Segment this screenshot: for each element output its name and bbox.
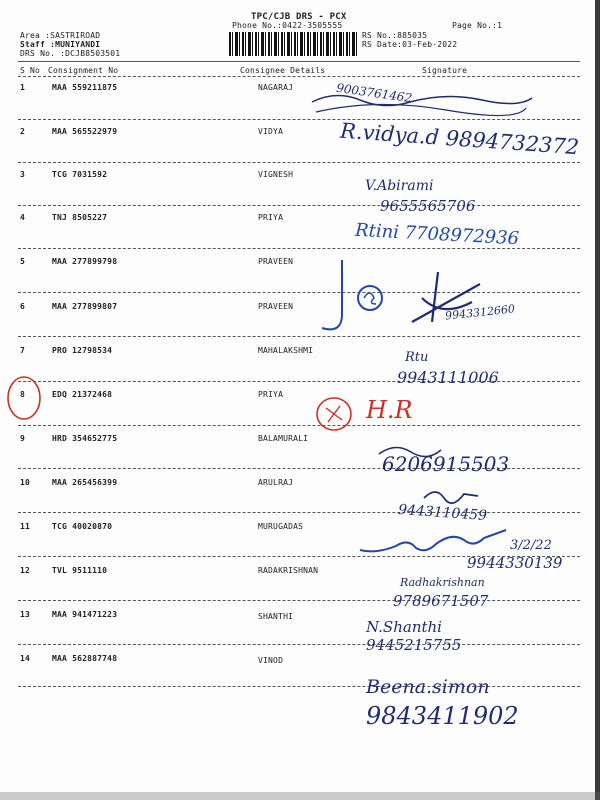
signature-row-4: Rtini 7708972936 <box>354 219 520 250</box>
row-consignment: MAA 562887748 <box>52 654 118 663</box>
row-sno: 1 <box>20 83 26 92</box>
col-header-signature: Signature <box>422 66 468 75</box>
row-consignment: MAA 265456399 <box>52 478 118 487</box>
scan-edge-shadow <box>595 0 600 800</box>
row-sno: 13 <box>20 610 31 619</box>
signature-row-5-6-scribble <box>312 258 562 348</box>
row-consignee: PRAVEEN <box>258 302 294 311</box>
signature-row-3-name: V.Abirami <box>365 178 434 194</box>
phone-number: Phone No.:0422-3505555 <box>232 21 343 30</box>
drs-number: DRS No. :DCJB8503501 <box>20 49 121 58</box>
col-header-consignee: Consignee Details <box>240 66 326 75</box>
signature-row-3-phone: 9655565706 <box>380 197 476 215</box>
signature-row-8: H.R <box>366 396 413 424</box>
row-consignment: PRO 12798534 <box>52 346 113 355</box>
signature-row-6-phone: 9943312660 <box>444 302 516 323</box>
row-sno: 12 <box>20 566 31 575</box>
page-number: Page No.:1 <box>452 21 503 30</box>
staff-label: Staff :MUNIYANDI <box>20 40 101 49</box>
row-divider <box>18 205 580 206</box>
col-header-consignment: Consignment No <box>48 66 119 75</box>
header-rule-top <box>18 61 580 62</box>
row-8-red-mark <box>4 374 44 424</box>
row-consignee: SHANTHI <box>258 612 294 621</box>
row-consignee: PRIYA <box>258 390 284 399</box>
row-consignment: MAA 277899798 <box>52 257 118 266</box>
barcode <box>229 32 357 56</box>
row-consignment: HRD 354652775 <box>52 434 118 443</box>
signature-row-10-scribble <box>420 484 480 506</box>
sheet-title: TPC/CJB DRS - PCX <box>251 12 347 22</box>
row-consignment: MAA 941471223 <box>52 610 118 619</box>
row-sno: 8 <box>20 390 26 399</box>
row-sno: 5 <box>20 257 26 266</box>
row-divider <box>18 248 580 249</box>
row-consignment: TNJ 8505227 <box>52 213 108 222</box>
row-consignment: MAA 559211875 <box>52 83 118 92</box>
row-sno: 11 <box>20 522 31 531</box>
signature-row-2: R.vidya.d 9894732372 <box>339 118 580 160</box>
row-consignee: ARULRAJ <box>258 478 294 487</box>
row-consignment: EDQ 21372468 <box>52 390 113 399</box>
signature-row-13-phone: 9445215755 <box>366 636 462 654</box>
row-divider <box>18 600 580 601</box>
col-header-sno: S No <box>20 66 41 75</box>
row-consignment: MAA 565522979 <box>52 127 118 136</box>
row-consignment: TVL 9511110 <box>52 566 108 575</box>
row-divider <box>18 425 580 426</box>
row-divider <box>18 162 580 163</box>
signature-row-9: 6206915503 <box>382 452 510 476</box>
signature-row-12-phone: 9789671507 <box>393 592 489 610</box>
signature-row-7-name: Rtu <box>405 350 429 365</box>
row-consignee: NAGARAJ <box>258 83 294 92</box>
rs-number: RS No.:885035 <box>362 31 428 40</box>
row-sno: 14 <box>20 654 31 663</box>
signature-row-13-name: N.Shanthi <box>366 618 442 636</box>
rs-date: RS Date:03-Feb-2022 <box>362 40 458 49</box>
row-8-red-circle <box>312 394 358 434</box>
row-consignment: TCG 7031592 <box>52 170 108 179</box>
row-consignee: MURUGADAS <box>258 522 304 531</box>
row-sno: 6 <box>20 302 26 311</box>
row-sno: 3 <box>20 170 26 179</box>
row-sno: 2 <box>20 127 26 136</box>
row-consignee: VINOD <box>258 656 284 665</box>
row-sno: 7 <box>20 346 26 355</box>
scan-bottom-shadow <box>0 792 600 800</box>
signature-row-14-name: Beena.simon <box>366 676 490 698</box>
row-consignee: VIGNESH <box>258 170 294 179</box>
row-consignment: MAA 277899807 <box>52 302 118 311</box>
row-consignee: BALAMURALI <box>258 434 309 443</box>
signature-row-1: 9003761462 <box>335 80 413 106</box>
row-divider <box>18 512 580 513</box>
signature-row-11-phone: 9944330139 <box>467 554 563 572</box>
row-consignment: TCG 40020870 <box>52 522 113 531</box>
row-consignee: MAHALAKSHMI <box>258 346 314 355</box>
signature-row-7-phone: 9943111006 <box>397 368 499 387</box>
row-sno: 4 <box>20 213 26 222</box>
signature-row-10: 9443110459 <box>397 501 488 525</box>
signature-row-12-name: Radhakrishnan <box>400 576 485 589</box>
row-sno: 10 <box>20 478 31 487</box>
row-sno: 9 <box>20 434 26 443</box>
row-divider <box>18 644 580 645</box>
signature-row-11-date: 3/2/22 <box>510 538 552 553</box>
row-consignee: PRAVEEN <box>258 257 294 266</box>
row-consignee: VIDYA <box>258 127 284 136</box>
row-divider <box>18 686 580 687</box>
signature-row-14-phone: 9843411902 <box>366 702 519 730</box>
row-consignee: RADAKRISHNAN <box>258 566 319 575</box>
header-rule-bottom <box>18 76 580 77</box>
area-label: Area :SASTRIROAD <box>20 31 101 40</box>
row-consignee: PRIYA <box>258 213 284 222</box>
